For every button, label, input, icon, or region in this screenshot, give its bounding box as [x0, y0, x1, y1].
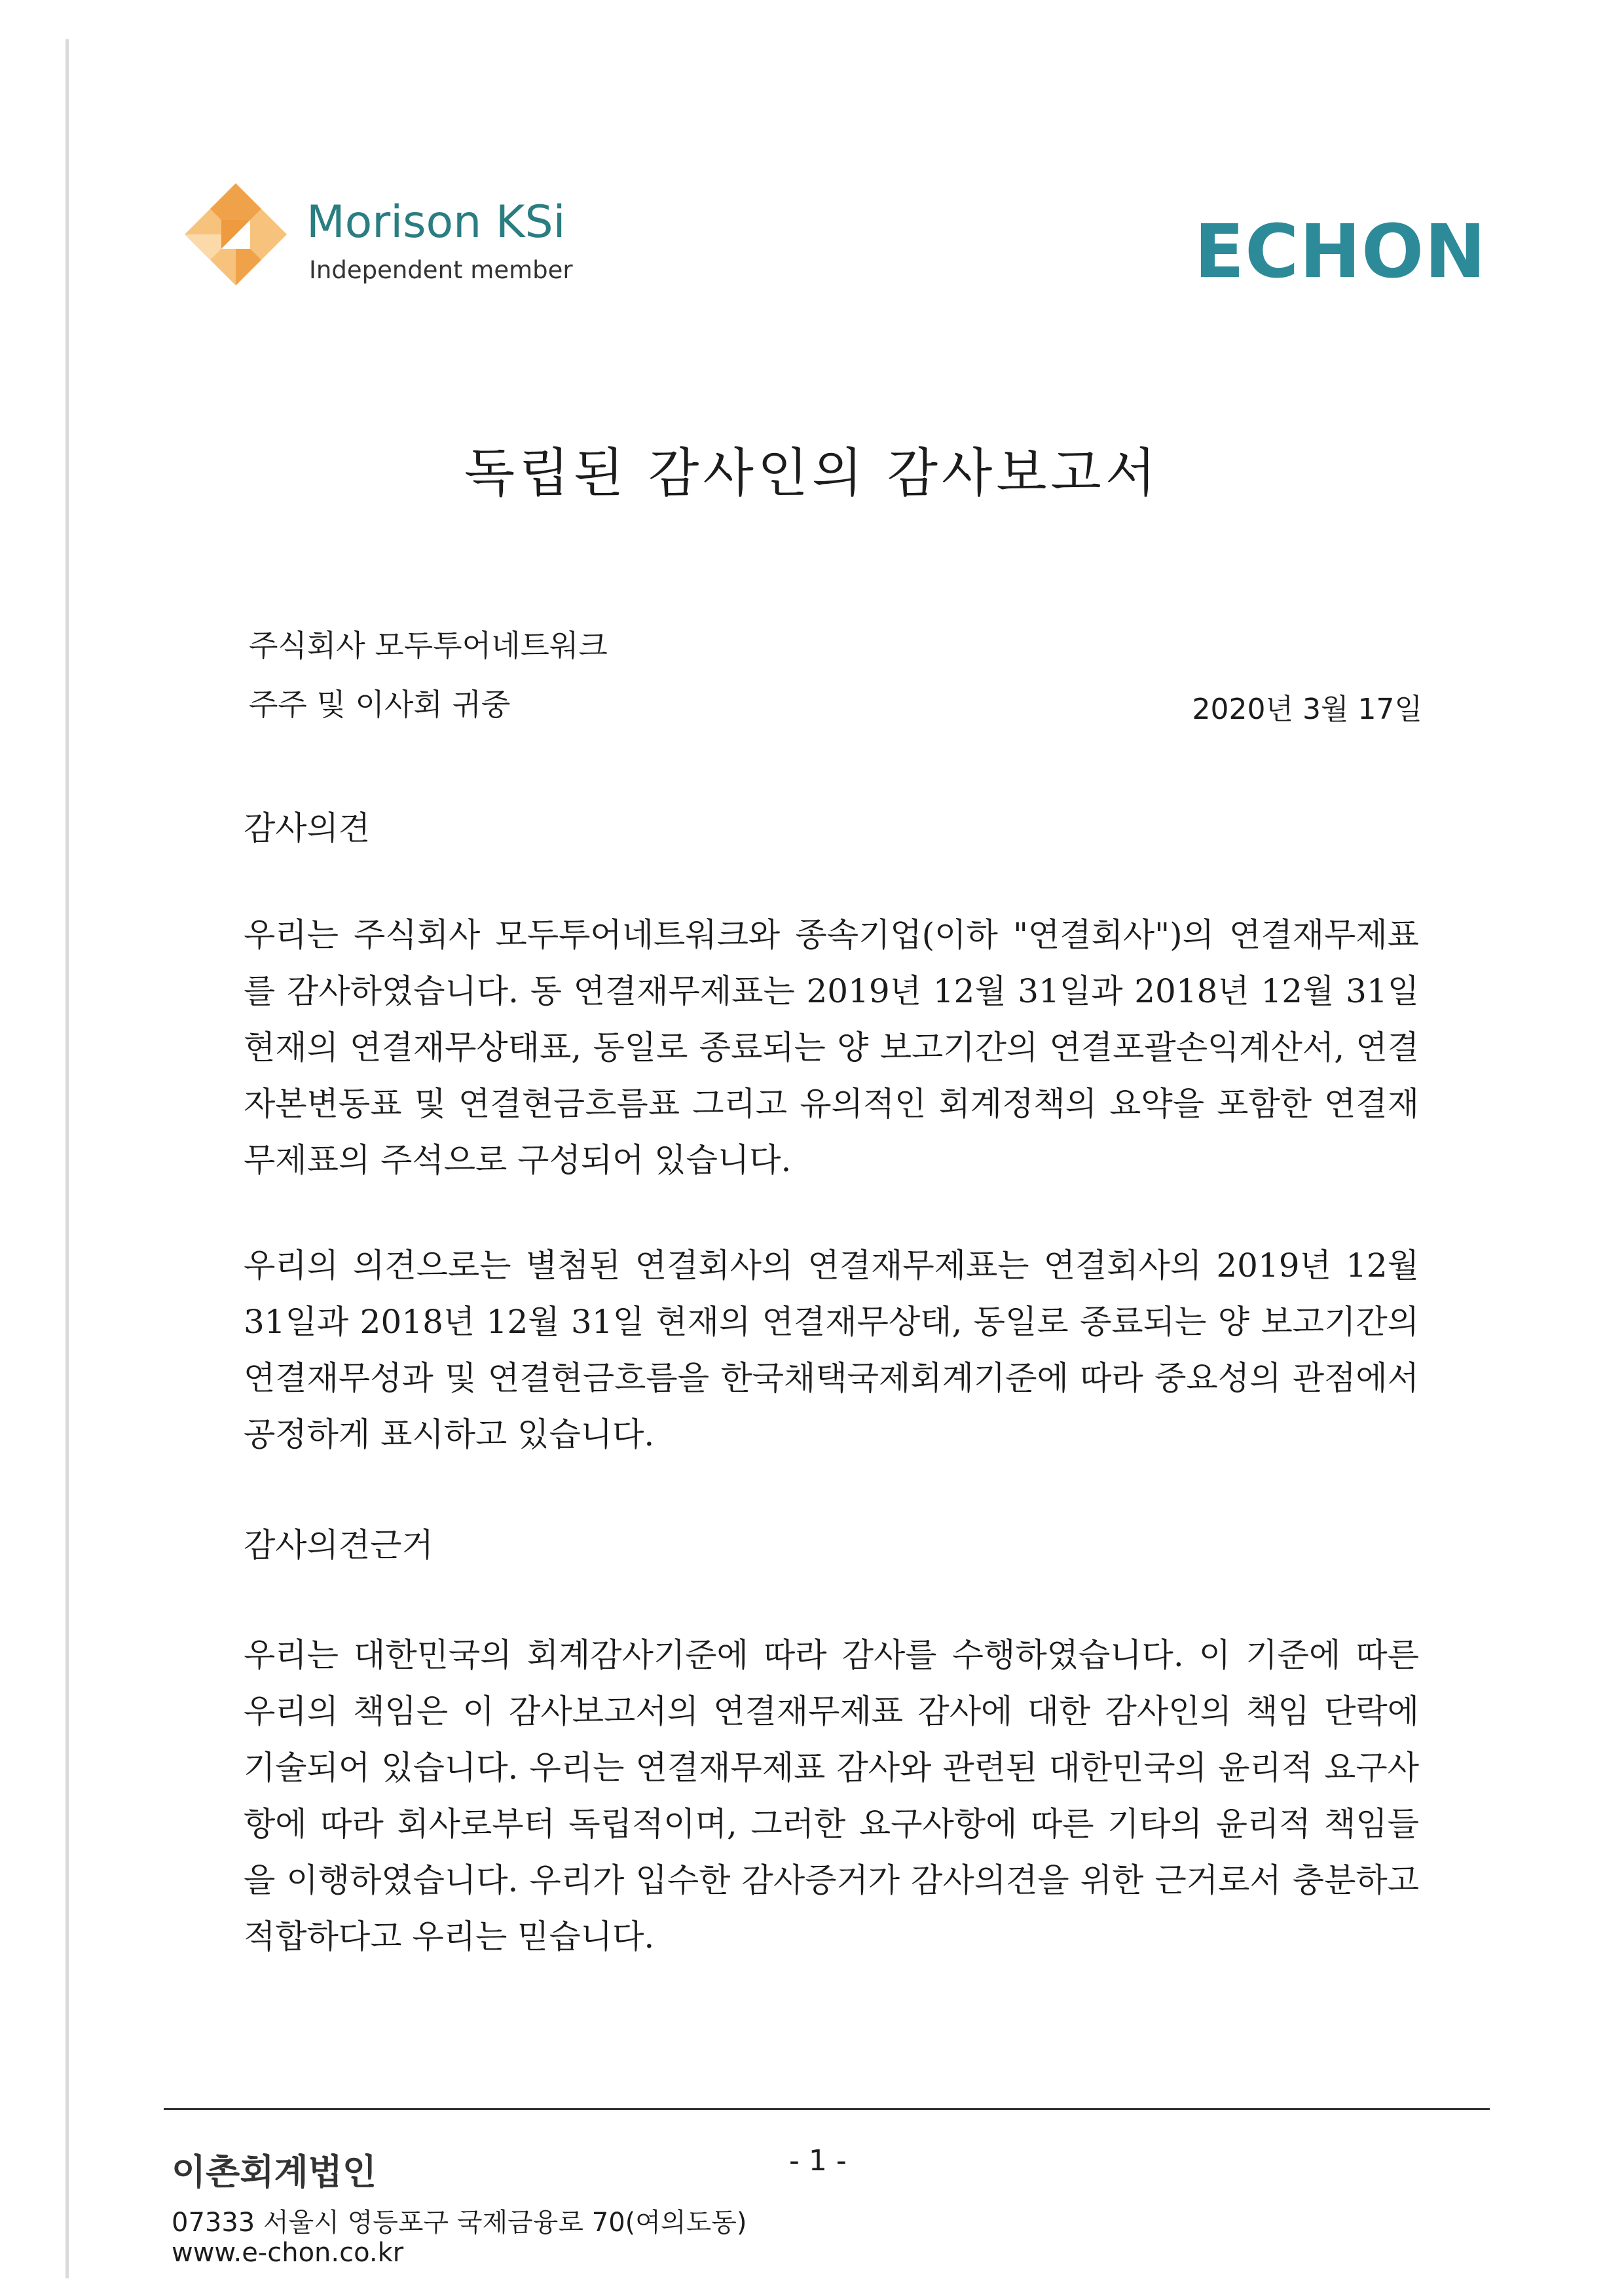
- basis-paragraph: 우리는 대한민국의 회계감사기준에 따라 감사를 수행하였습니다. 이 기준에 따른 우리의 책임은 이 감사보고서의 연결재무제표 감사에 대한 감사인의 책임 단락에 기술되어 있습니다. 우리는 연결재무제표 감사와 관련된 대한민국의 윤리적 요구사항에 따라 회사로부터 독립적이며, 그러한 요구사항에 따른 기타의 윤리적 책임들을 이행하였습니다. 우리가 입수한 감사증거가 감사의견을 위한 근거로서 충분하고 적합하다고 우리는 믿습니다.: [244, 1636, 1419, 1956]
- report-title: 독립된 감사인의 감사보고서: [464, 443, 1160, 503]
- report-date: 2020년 3월 17일: [1192, 693, 1422, 726]
- footer-website: www.e-chon.co.kr: [172, 2238, 404, 2268]
- opinion-paragraph-1: 우리는 주식회사 모두투어네트워크와 종속기업(이하 "연결회사")의 연결재무제표를 감사하였습니다. 동 연결재무제표는 2019년 12월 31일과 2018년 12월 31일 현재의 연결재무상태표, 동일로 종료되는 양 보고기간의 연결포괄손익계산서, 연결자본변동표 및 연결현금흐름표 그리고 유의적인 회계정책의 요약을 포함한 연결재무제표의 주석으로 구성되어 있습니다.: [244, 916, 1419, 1179]
- footer-address: 07333 서울시 영등포구 국제금융로 70(여의도동): [172, 2208, 747, 2238]
- section-heading-opinion: 감사의견: [244, 809, 371, 847]
- morison-emblem-icon: [183, 182, 288, 287]
- morison-ksi-logo: [183, 182, 602, 287]
- section-heading-basis: 감사의견근거: [244, 1526, 434, 1564]
- addressee-recipients: 주주 및 이사회 귀중: [249, 687, 511, 722]
- addressee-company: 주식회사 모두투어네트워크: [249, 628, 608, 663]
- scan-margin-line: [65, 39, 69, 2278]
- page-number: - 1 -: [789, 2144, 847, 2178]
- footer-firm-name: 이촌회계법인: [172, 2151, 377, 2193]
- echon-logo: ECHON: [1194, 210, 1486, 295]
- opinion-paragraph-2: 우리의 의견으로는 별첨된 연결회사의 연결재무제표는 연결회사의 2019년 12월 31일과 2018년 12월 31일 현재의 연결재무상태, 동일로 종료되는 양 보고기간의 연결재무성과 및 연결현금흐름을 한국채택국제회계기준에 따라 중요성의 관점에서 공정하게 표시하고 있습니다.: [244, 1247, 1419, 1453]
- morison-subtitle: Independent member: [309, 256, 573, 284]
- footer-divider: [164, 2108, 1490, 2110]
- morison-name: Morison KSi: [306, 196, 566, 248]
